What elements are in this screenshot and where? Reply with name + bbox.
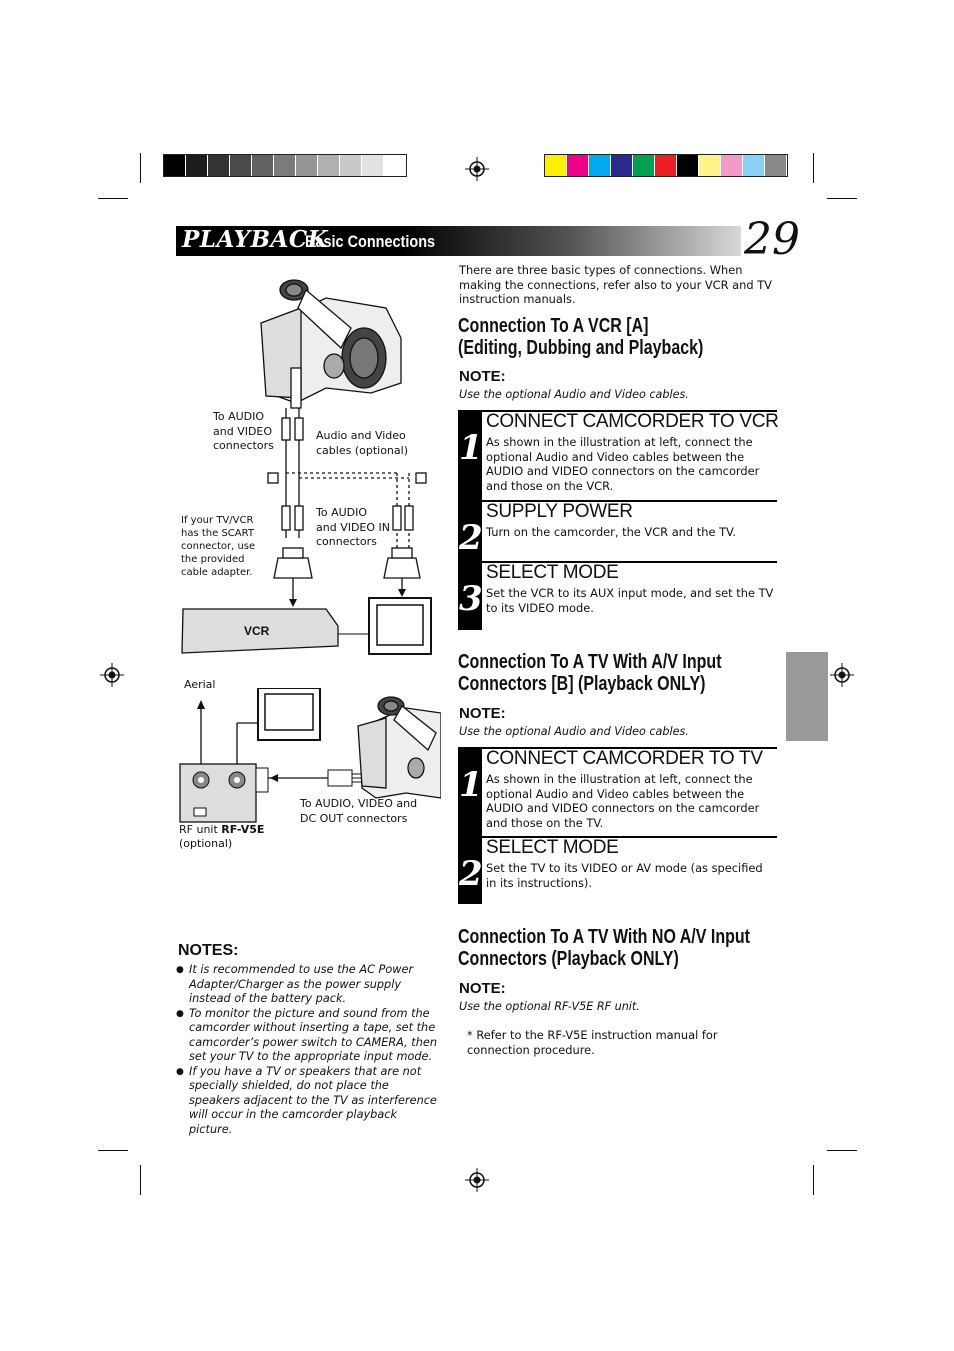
step-number: 2 [459,854,483,894]
step-title: SUPPLY POWER [486,501,633,522]
camcorder-illustration [261,280,401,408]
calibration-swatch [340,155,362,176]
crop-mark [827,198,857,199]
vcr-label: VCR [244,624,270,638]
calibration-swatch [567,155,589,176]
page-number: 29 [744,214,800,265]
section-c-title-1: Connection To A TV With NO A/V Input [458,926,750,948]
calibration-swatch [589,155,611,176]
crop-mark [813,1165,814,1195]
crop-mark [98,198,128,199]
notes-heading: NOTES: [178,942,239,959]
section-c-title-2: Connectors (Playback ONLY) [458,948,679,970]
label-to-audio-dc: To AUDIO, VIDEO and DC OUT connectors [300,797,418,825]
calibration-swatch [743,155,765,176]
step-text: As shown in the illustration at left, connect the optional Audio and Video cables between the AUDIO and VIDEO connectors on the camcorder and those on the VCR. [486,435,760,493]
label-cables: Audio and Video cables (optional) [316,429,408,457]
calibration-swatch [655,155,677,176]
step-title: SELECT MODE [486,837,619,858]
intro-text: There are three basic types of connections. When making the connections, refer also to your VCR and TV instruction manuals. [459,263,772,307]
step-text: Turn on the camcorder, the VCR and the TV. [486,525,736,539]
notes-list [176,963,440,1137]
calibration-swatch [677,155,699,176]
calibration-swatch [296,155,318,176]
note-heading: NOTE: [459,705,506,722]
registration-mark-icon [100,663,124,687]
calibration-swatch [186,155,208,176]
label-aerial: Aerial [184,678,216,691]
gray-calibration-bar [163,154,407,177]
step-number: 1 [459,765,483,805]
label-rf-unit [179,823,264,838]
calibration-swatch [699,155,721,176]
footnote: * Refer to the RF-V5E instruction manual for connection procedure. [467,1028,718,1057]
crop-mark [140,153,141,183]
step-title: CONNECT CAMCORDER TO TV [486,748,763,769]
calibration-swatch [545,155,567,176]
calibration-swatch [611,155,633,176]
calibration-swatch [633,155,655,176]
side-tab [786,652,828,741]
note-heading: NOTE: [459,980,506,997]
crop-mark [98,1150,128,1151]
calibration-swatch [362,155,384,176]
calibration-swatch [274,155,296,176]
step-title: CONNECT CAMCORDER TO VCR [486,411,779,432]
step-text: Set the TV to its VIDEO or AV mode (as specified in its instructions). [486,861,763,890]
label-rf-unit-prefix: RF unit [179,823,218,836]
step-text: As shown in the illustration at left, connect the optional Audio and Video cables between the AUDIO and VIDEO connectors on the camcorder and those on the TV. [486,772,760,830]
label-to-audio-video: To AUDIO and VIDEO connectors [213,410,274,452]
step-number: 3 [459,579,483,619]
note-text: Use the optional Audio and Video cables. [459,388,689,401]
registration-mark-icon [830,663,854,687]
note-text: Use the optional Audio and Video cables. [459,725,689,738]
calibration-swatch [164,155,186,176]
note-heading: NOTE: [459,368,506,385]
section-title: PLAYBACK [182,226,329,253]
section-subtitle: Basic Connections [305,232,436,251]
step-number: 1 [459,428,483,468]
crop-mark [827,1150,857,1151]
step-title: SELECT MODE [486,562,619,583]
label-rf-unit-model: RF-V5E [221,823,265,836]
calibration-swatch [230,155,252,176]
section-b-title-1: Connection To A TV With A/V Input [458,651,722,673]
color-calibration-bar [544,154,788,177]
crop-mark [140,1165,141,1195]
step-text: Set the VCR to its AUX input mode, and set the TV to its VIDEO mode. [486,586,774,615]
note-item: ● To monitor the picture and sound from the camcorder without inserting a tape, set the camcorder’s power switch to CAMERA, then set your TV to the appropriate input mode. [176,1007,440,1065]
crop-mark [813,153,814,183]
calibration-swatch [765,155,787,176]
calibration-swatch [208,155,230,176]
label-scart: If your TV/VCR has the SCART connector, use the provided cable adapter. [181,515,256,578]
calibration-swatch [721,155,743,176]
note-text: Use the optional RF-V5E RF unit. [459,1000,640,1013]
registration-mark-icon [465,1168,489,1192]
section-a-title-1: Connection To A VCR [A] [458,315,649,337]
calibration-swatch [318,155,340,176]
diagram-a [176,268,441,658]
label-to-audio-video-in: To AUDIO and VIDEO IN connectors [316,506,391,548]
calibration-swatch [384,155,406,176]
step-number: 2 [459,518,483,558]
registration-mark-icon [465,157,489,181]
section-a-title-2: (Editing, Dubbing and Playback) [458,337,704,359]
camcorder-illustration [358,697,441,798]
section-b-title-2: Connectors [B] (Playback ONLY) [458,673,706,695]
label-rf-optional: (optional) [179,837,233,850]
calibration-swatch [252,155,274,176]
note-item: ● It is recommended to use the AC Power Adapter/Charger as the power supply instead of the battery pack. [176,963,440,1007]
rf-unit-illustration [180,764,256,822]
note-item: ● If you have a TV or speakers that are not specially shielded, do not place the speakers adjacent to the TV as interference will occur in the camcorder playback picture. [176,1065,440,1138]
